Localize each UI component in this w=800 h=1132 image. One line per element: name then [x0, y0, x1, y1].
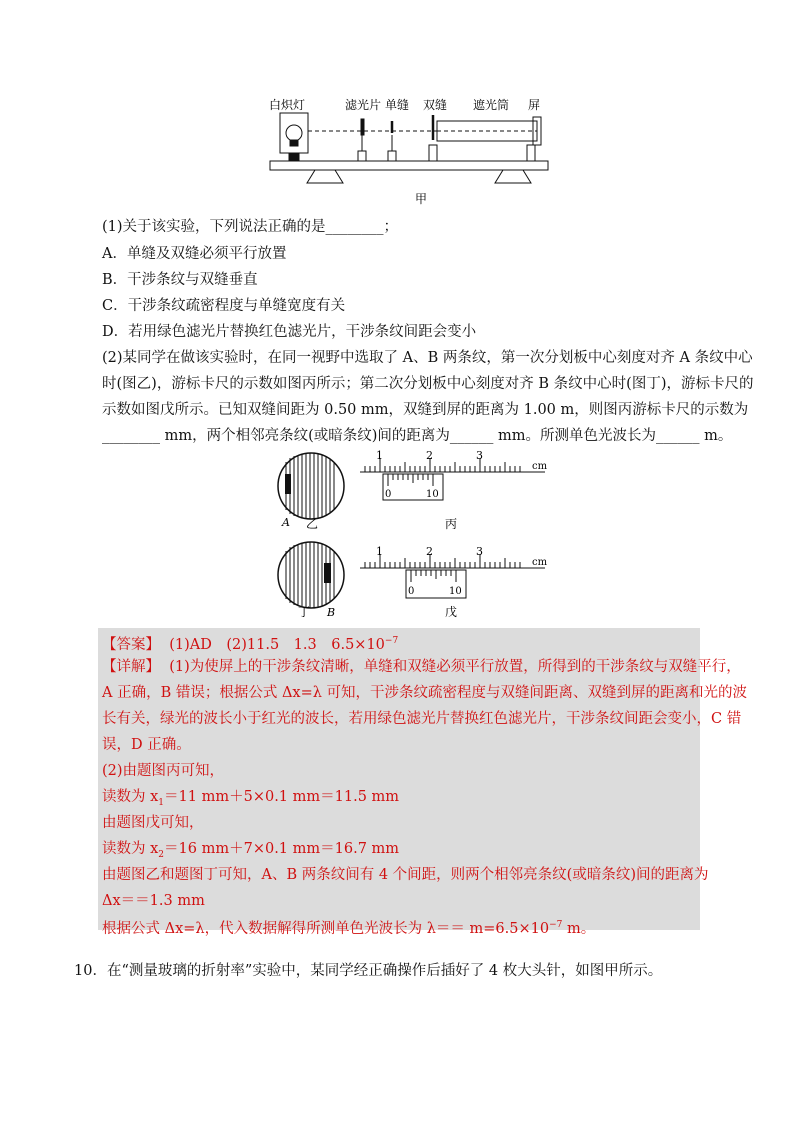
detail-11b: m。	[562, 920, 596, 937]
vernier-figures	[270, 450, 560, 622]
q1-stem: (1)关于该实验，下列说法正确的是________；	[102, 219, 399, 235]
label-filter: 滤光片	[345, 98, 382, 112]
bing-vernier-10: 10	[426, 489, 439, 500]
marker-b: B	[327, 606, 336, 619]
detail-8-sub: 2	[158, 849, 165, 860]
q2-line-1: (2)某同学在做该实验时，在同一视野中选取了 A、B 两条纹，第一次分划板中心刻度对齐 A 条纹中心	[102, 350, 753, 366]
detail-line-9: 由题图乙和题图丁可知，A、B 两条纹间有 4 个间距，则两个相邻亮条纹(或暗条纹)间的距离为	[102, 867, 709, 883]
wu-vernier-10: 10	[449, 586, 462, 597]
bing-unit: cm	[532, 461, 548, 472]
q1-option-a: A．单缝及双缝必须平行放置	[102, 246, 287, 262]
bulb-icon	[286, 125, 302, 141]
wu-vernier-0: 0	[408, 586, 415, 597]
wu-unit: cm	[532, 557, 548, 568]
detail-line-7: 由题图戊可知，	[102, 815, 204, 831]
detail-line-6	[102, 787, 399, 813]
detail-line-11	[102, 915, 595, 939]
q1-option-b: B．干涉条纹与双缝垂直	[102, 272, 258, 288]
figure-ding	[278, 542, 344, 608]
lamp-box	[280, 113, 308, 153]
detail-line-1	[102, 657, 741, 677]
wu-tick-3: 3	[476, 545, 483, 558]
caption-wu: 戊	[445, 605, 458, 619]
detail-line-3: 长有关，绿光的波长小于红光的波长，若用绿色滤光片替换红色滤光片，干涉条纹间距会变小，C 错	[102, 711, 742, 727]
q1-option-c: C．干涉条纹疏密程度与单缝宽度有关	[102, 298, 346, 314]
bing-tick-1: 1	[376, 450, 383, 462]
wu-tick-1: 1	[376, 545, 383, 558]
q2-line-4: ________ mm，两个相邻亮条纹(或暗条纹)间的距离为______ mm。所测单色光波长为______ m。	[102, 428, 733, 444]
detail-6a: 读数为 x	[102, 789, 159, 805]
label-double-slit: 双缝	[423, 98, 448, 112]
apparatus-figure	[265, 95, 555, 210]
detail-11a: 根据公式 Δx=λ，代入数据解得所测单色光波长为 λ＝＝ m=6.5×10	[102, 920, 550, 937]
bing-vernier-0: 0	[385, 489, 392, 500]
figure-caption-jia: 甲	[415, 192, 428, 206]
answer-line	[102, 631, 398, 655]
answer-text: (1)AD (2)11.5 1.3 6.5×10	[169, 636, 385, 653]
detail-8b: ＝16 mm＋7×0.1 mm＝16.7 mm	[164, 841, 400, 857]
detail-6-sub: 1	[158, 797, 165, 808]
label-lamp: 白炽灯	[269, 98, 306, 112]
marker-a: A	[282, 516, 290, 529]
figure-yi	[278, 453, 344, 519]
caption-ding: 丁	[298, 605, 311, 619]
detail-line-2: A 正确，B 错误；根据公式 Δx=λ 可知，干涉条纹疏密程度与双缝间距离、双缝到屏的距离和光的波	[102, 685, 748, 701]
detail-line-8	[102, 839, 399, 865]
q2-line-3: 示数如图戊所示。已知双缝间距为 0.50 mm，双缝到屏的距离为 1.00 m，则图丙游标卡尺的示数为	[102, 402, 749, 418]
answer-exponent: −7	[384, 636, 399, 646]
bing-tick-2: 2	[426, 450, 433, 462]
detail-line-10: Δx＝＝1.3 mm	[102, 893, 205, 909]
detail-text-1: (1)为使屏上的干涉条纹清晰，单缝和双缝必须平行放置，所得到的干涉条纹与双缝平行，	[169, 659, 741, 675]
q2-line-2: 时(图乙)，游标卡尺的示数如图丙所示；第二次分划板中心刻度对齐 B 条纹中心时(图丁)，游标卡尺的	[102, 376, 754, 392]
detail-11-exp: −7	[549, 920, 563, 930]
detail-line-4: 误，D 正确。	[102, 737, 191, 753]
caption-bing: 丙	[445, 517, 458, 531]
answer-tag: 【答案】	[102, 636, 160, 653]
detail-8a: 读数为 x	[102, 841, 159, 857]
detail-6b: ＝11 mm＋5×0.1 mm＝11.5 mm	[164, 789, 400, 805]
label-tube: 遮光筒	[473, 98, 510, 112]
detail-line-5: (2)由题图丙可知，	[102, 763, 225, 779]
question-10: 10．在“测量玻璃的折射率”实验中，某同学经正确操作后插好了 4 枚大头针，如图甲所示。	[74, 963, 663, 979]
caption-yi: 乙	[306, 517, 319, 531]
q1-option-d: D．若用绿色滤光片替换红色滤光片，干涉条纹间距会变小	[102, 324, 477, 340]
bing-tick-3: 3	[476, 450, 483, 462]
detail-tag: 【详解】	[102, 659, 160, 675]
label-single-slit: 单缝	[385, 98, 410, 112]
wu-tick-2: 2	[426, 545, 433, 558]
label-screen: 屏	[528, 98, 541, 112]
